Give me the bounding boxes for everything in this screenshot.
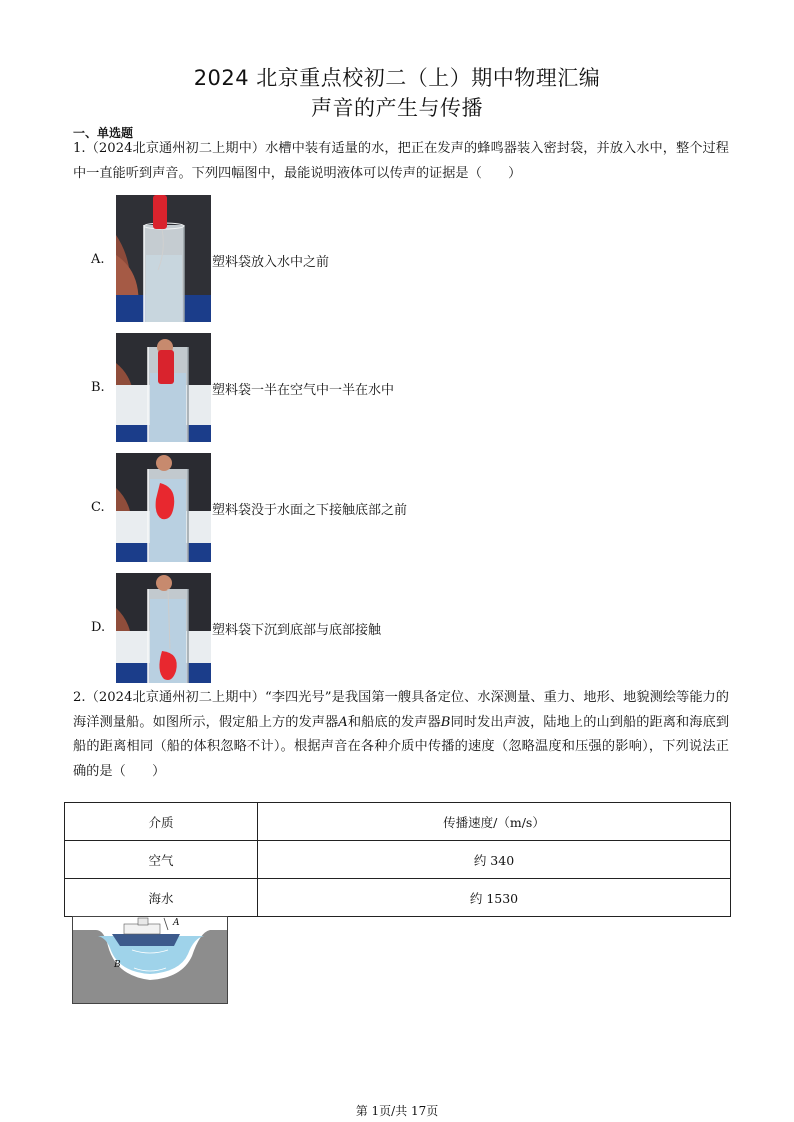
page-subtitle: 声音的产生与传播 — [311, 96, 483, 120]
label-b: B — [114, 960, 121, 970]
table-row — [65, 841, 731, 879]
question-2-text-2: 和船底的发声器 — [347, 714, 441, 730]
question-2-text-1: 2.（2024北京通州初二上期中）“李四光号”是我国第一艘具备定位、水深测量、重力、地形、地貌测绘等能力的海洋测量船。如图所示，假定船上方的发声器 — [73, 690, 729, 730]
table-cell: 空气 — [65, 841, 258, 879]
question-2-stem — [73, 686, 729, 784]
label-a: A — [173, 918, 180, 928]
option-b-photo — [116, 333, 211, 442]
variable-a: A — [338, 714, 348, 730]
table-cell: 约 340 — [258, 841, 731, 879]
page-title: 2024 北京重点校初二（上）期中物理汇编 — [193, 66, 601, 90]
table-header-cell: 传播速度/（m/s） — [258, 803, 731, 841]
section-heading: 一、单选题 — [73, 126, 134, 140]
table-cell: 约 1530 — [258, 879, 731, 917]
option-d-text: 塑料袋下沉到底部与底部接触 — [212, 623, 382, 638]
variable-b: B — [440, 714, 451, 730]
option-a-photo — [116, 195, 211, 322]
table-header-cell: 介质 — [65, 803, 258, 841]
option-a-letter: A. — [91, 252, 105, 267]
option-b-text: 塑料袋一半在空气中一半在水中 — [212, 383, 395, 398]
option-c-photo — [116, 453, 211, 562]
option-a-text: 塑料袋放入水中之前 — [212, 255, 330, 270]
option-c-text: 塑料袋没于水面之下接触底部之前 — [212, 503, 408, 518]
option-c-letter: C. — [91, 500, 105, 515]
question-1-stem: 1.（2024北京通州初二上期中）水槽中装有适量的水，把正在发声的蜂鸣器装入密封袋，并放入水中，整个过程中一直能听到声音。下列四幅图中，最能说明液体可以传声的证据是（ ） — [73, 141, 729, 181]
speed-table — [64, 802, 731, 917]
option-d-letter: D. — [91, 620, 106, 635]
table-header-row — [65, 803, 731, 841]
ship-diagram — [72, 916, 228, 1008]
question-2-text-3: 同时发出声波，陆地上的山到船的距离和海底到船的距离相同（船的体积忽略不计）。根据声音在各种介质中传播的速度（忽略温度和压强的影响），下列说法正确的是（ ） — [73, 714, 730, 779]
table-row — [65, 879, 731, 917]
option-d-photo — [116, 573, 211, 683]
page-footer: 第 1页/共 17页 — [355, 1104, 439, 1118]
option-b-letter: B. — [91, 380, 105, 395]
table-cell: 海水 — [65, 879, 258, 917]
